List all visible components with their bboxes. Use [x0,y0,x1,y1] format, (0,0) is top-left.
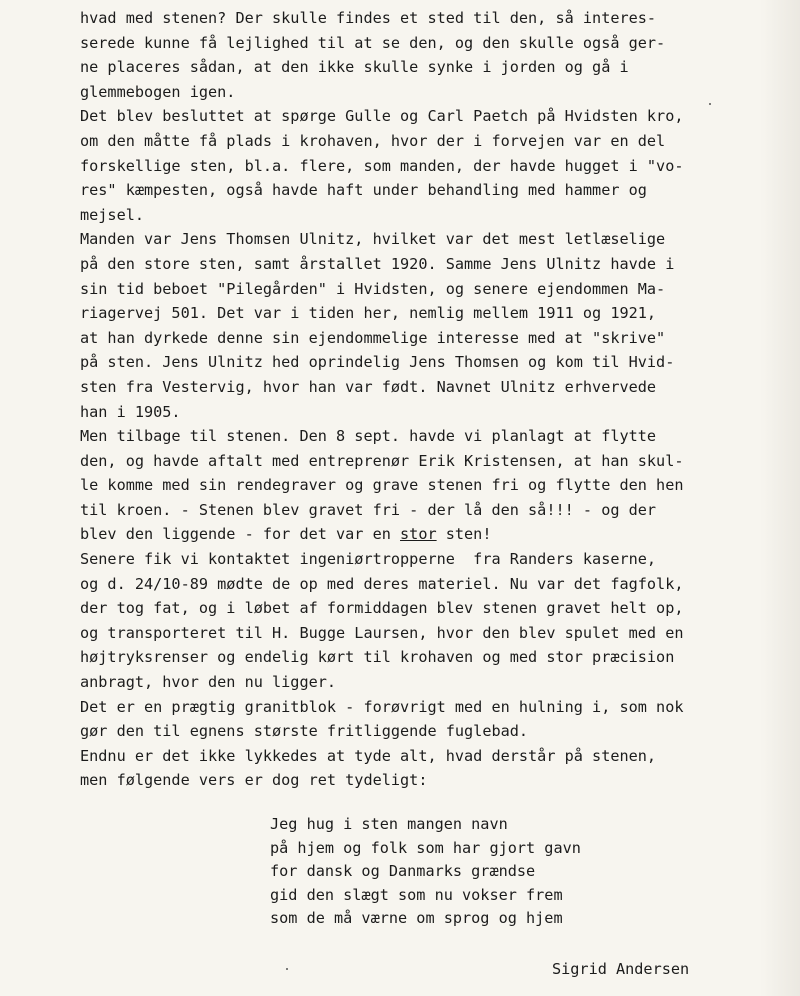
text-line: ne placeres sådan, at den ikke skulle synke i jorden og gå i [80,58,629,77]
text-line: men følgende vers er dog ret tydeligt: [80,771,428,790]
text-line: Endnu er det ikke lykkedes at tyde alt, hvad derstår på stenen, [80,746,657,765]
text-line: Men tilbage til stenen. Den 8 sept. havde vi planlagt at flytte [80,427,657,446]
text-line: og transporteret til H. Bugge Laursen, hvor den blev spulet med en [80,623,684,642]
text-segment: sten! [436,525,492,544]
text-segment: blev den liggende - for det var en [80,525,401,544]
text-line: til kroen. - Stenen blev gravet fri - der lå den så!!! - og der [80,500,657,519]
poem-verse [270,813,581,931]
text-line: Senere fik vi kontaktet ingeniørtropperne fra Randers kaserne, [80,550,657,569]
poem-line: for dansk og Danmarks grændse [270,862,536,881]
poem-line: gid den slægt som nu vokser frem [270,885,563,904]
author-signature: Sigrid Andersen [552,960,690,978]
text-line: den, og havde aftalt med entreprenør Erik Kristensen, at han skul- [80,451,684,470]
text-line: han i 1905. [80,402,181,421]
text-line: at han dyrkede denne sin ejendommelige interesse med at "skrive" [80,328,666,347]
poem-line: på hjem og folk som har gjort gavn [270,838,581,857]
poem-line: Jeg hug i sten mangen navn [270,815,508,833]
text-line: der tog fat, og i løbet af formiddagen blev stenen gravet helt op, [80,599,684,618]
text-line: og d. 24/10-89 mødte de op med deres materiel. Nu var det fagfolk, [80,574,684,593]
text-line-with-underline [80,522,760,547]
text-line: le komme med sin rendegraver og grave stenen fri og flytte den hen [80,476,684,495]
text-line: højtryksrenser og endelig kørt til krohaven og med stor præcision [80,648,675,667]
text-line: forskellige sten, bl.a. flere, som manden, der havde hugget i "vo- [80,156,684,175]
text-line: gør den til egnens største fritliggende fuglebad. [80,722,529,741]
text-line: på den store sten, samt årstallet 1920. Samme Jens Ulnitz havde i [80,254,675,273]
text-line: hvad med stenen? Der skulle findes et sted til den, så interes- [80,9,657,27]
text-line: sin tid beboet "Pilegården" i Hvidsten, og senere ejendommen Ma- [80,279,666,298]
text-line: res" kæmpesten, også havde haft under behandling med hammer og [80,181,647,200]
text-line: Det blev besluttet at spørge Gulle og Carl Paetch på Hvidsten kro, [80,107,684,126]
text-line: på sten. Jens Ulnitz hed oprindelig Jens Thomsen og kom til Hvid- [80,353,675,372]
text-line: mejsel. [80,205,145,224]
text-line: glemmebogen igen. [80,82,236,101]
facing-page-bleed [760,0,800,996]
speck-mark [709,103,711,105]
text-line: om den måtte få plads i krohaven, hvor der i forvejen var en del [80,131,666,150]
text-line: serede kunne få lejlighed til at se den, og den skulle også ger- [80,33,666,52]
article-body [80,6,760,793]
text-line: riagervej 501. Det var i tiden her, nemlig mellem 1911 og 1921, [80,304,657,323]
text-line: sten fra Vestervig, hvor han var født. Navnet Ulnitz erhvervede [80,377,657,396]
text-line: Det er en prægtig granitblok - forøvrigt med en hulning i, som nok [80,697,684,716]
text-line: anbragt, hvor den nu ligger. [80,673,337,692]
underlined-word: stor [400,525,437,544]
speck-mark [286,968,288,970]
poem-line: som de må værne om sprog og hjem [270,909,563,928]
text-line: Manden var Jens Thomsen Ulnitz, hvilket var det mest letlæselige [80,230,666,249]
